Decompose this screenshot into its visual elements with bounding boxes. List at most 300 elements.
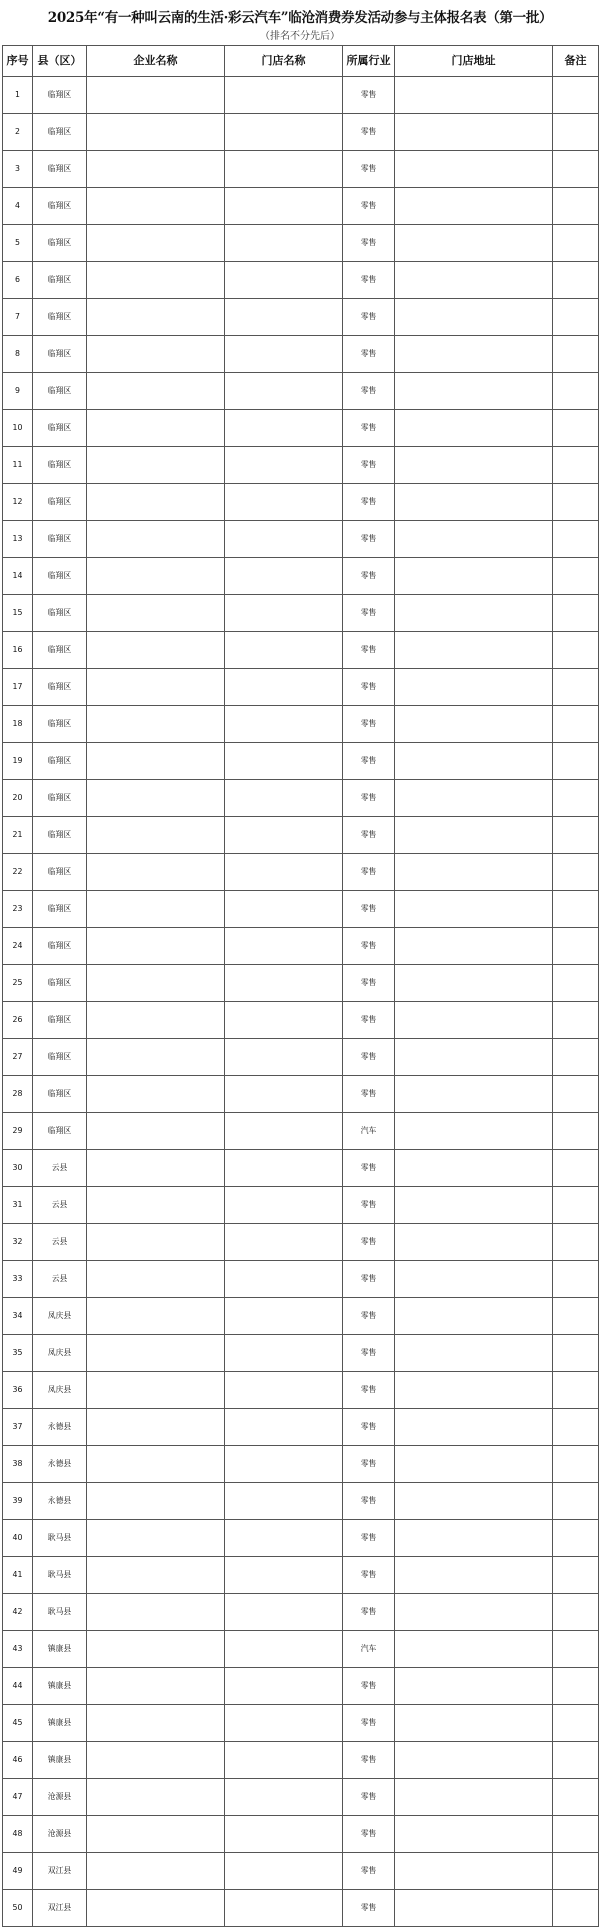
cell-address (395, 891, 553, 928)
page-subtitle: （排名不分先后） (260, 31, 340, 42)
cell-company (87, 1261, 225, 1298)
cell-seq: 39 (3, 1483, 33, 1520)
cell-seq: 5 (3, 225, 33, 262)
cell-note (553, 817, 599, 854)
table-row (3, 1335, 599, 1372)
cell-seq: 14 (3, 558, 33, 595)
cell-industry: 零售 (343, 780, 395, 817)
cell-store (225, 1039, 343, 1076)
cell-store (225, 1779, 343, 1816)
cell-address (395, 706, 553, 743)
cell-county: 临翔区 (33, 1039, 87, 1076)
cell-county: 镇康县 (33, 1668, 87, 1705)
cell-county: 永德县 (33, 1446, 87, 1483)
table-row (3, 114, 599, 151)
table-row (3, 225, 599, 262)
cell-seq: 36 (3, 1372, 33, 1409)
cell-company (87, 669, 225, 706)
cell-address (395, 299, 553, 336)
table-row (3, 188, 599, 225)
table-row (3, 558, 599, 595)
cell-store (225, 1372, 343, 1409)
cell-seq: 33 (3, 1261, 33, 1298)
cell-county: 双江县 (33, 1853, 87, 1890)
cell-note (553, 1520, 599, 1557)
cell-address (395, 669, 553, 706)
cell-industry: 零售 (343, 1409, 395, 1446)
cell-industry: 汽车 (343, 1631, 395, 1668)
cell-company (87, 1002, 225, 1039)
cell-store (225, 1002, 343, 1039)
cell-store (225, 77, 343, 114)
cell-county: 临翔区 (33, 336, 87, 373)
cell-note (553, 1668, 599, 1705)
cell-note (553, 965, 599, 1002)
cell-address (395, 1853, 553, 1890)
cell-store (225, 1890, 343, 1927)
cell-seq: 50 (3, 1890, 33, 1927)
cell-industry: 零售 (343, 1039, 395, 1076)
cell-address (395, 595, 553, 632)
cell-address (395, 188, 553, 225)
cell-note (553, 521, 599, 558)
cell-industry: 零售 (343, 262, 395, 299)
cell-note (553, 225, 599, 262)
cell-store (225, 1446, 343, 1483)
table-row (3, 706, 599, 743)
cell-address (395, 1668, 553, 1705)
cell-note (553, 151, 599, 188)
cell-company (87, 743, 225, 780)
cell-address (395, 521, 553, 558)
cell-industry: 零售 (343, 484, 395, 521)
cell-company (87, 854, 225, 891)
cell-county: 耿马县 (33, 1520, 87, 1557)
cell-company (87, 1039, 225, 1076)
table-row (3, 1187, 599, 1224)
cell-address (395, 780, 553, 817)
cell-store (225, 1668, 343, 1705)
cell-address (395, 1150, 553, 1187)
cell-address (395, 447, 553, 484)
cell-note (553, 1002, 599, 1039)
cell-address (395, 1594, 553, 1631)
cell-county: 临翔区 (33, 1076, 87, 1113)
cell-note (553, 1409, 599, 1446)
cell-seq: 11 (3, 447, 33, 484)
cell-store (225, 1594, 343, 1631)
table-row (3, 410, 599, 447)
page-title: 2025年“有一种叫云南的生活·彩云汽车”临沧消费券发活动参与主体报名表（第一批） (47, 10, 553, 26)
col-header-industry: 所属行业 (343, 46, 395, 77)
table-row (3, 1520, 599, 1557)
cell-address (395, 410, 553, 447)
col-header-seq: 序号 (3, 46, 33, 77)
cell-note (553, 1705, 599, 1742)
cell-company (87, 1668, 225, 1705)
cell-note (553, 1742, 599, 1779)
cell-store (225, 1483, 343, 1520)
cell-industry: 零售 (343, 1557, 395, 1594)
cell-seq: 16 (3, 632, 33, 669)
cell-company (87, 1187, 225, 1224)
cell-seq: 38 (3, 1446, 33, 1483)
cell-company (87, 1150, 225, 1187)
cell-seq: 29 (3, 1113, 33, 1150)
cell-address (395, 1076, 553, 1113)
cell-seq: 42 (3, 1594, 33, 1631)
cell-store (225, 1705, 343, 1742)
cell-note (553, 1594, 599, 1631)
col-header-address: 门店地址 (395, 46, 553, 77)
cell-address (395, 336, 553, 373)
cell-address (395, 743, 553, 780)
cell-store (225, 1409, 343, 1446)
cell-store (225, 669, 343, 706)
cell-industry: 零售 (343, 669, 395, 706)
cell-note (553, 1261, 599, 1298)
cell-seq: 13 (3, 521, 33, 558)
table-row (3, 1409, 599, 1446)
table-row (3, 1261, 599, 1298)
cell-seq: 32 (3, 1224, 33, 1261)
cell-address (395, 1816, 553, 1853)
cell-address (395, 928, 553, 965)
cell-company (87, 225, 225, 262)
table-row (3, 780, 599, 817)
cell-address (395, 373, 553, 410)
cell-store (225, 965, 343, 1002)
cell-company (87, 558, 225, 595)
table-row (3, 151, 599, 188)
cell-address (395, 1779, 553, 1816)
table-row (3, 1779, 599, 1816)
cell-company (87, 447, 225, 484)
cell-industry: 零售 (343, 1853, 395, 1890)
cell-note (553, 1372, 599, 1409)
cell-note (553, 706, 599, 743)
cell-note (553, 262, 599, 299)
cell-address (395, 262, 553, 299)
cell-address (395, 632, 553, 669)
cell-county: 临翔区 (33, 484, 87, 521)
cell-industry: 零售 (343, 447, 395, 484)
cell-address (395, 77, 553, 114)
cell-store (225, 299, 343, 336)
cell-seq: 25 (3, 965, 33, 1002)
cell-company (87, 632, 225, 669)
cell-address (395, 484, 553, 521)
cell-company (87, 891, 225, 928)
cell-company (87, 1372, 225, 1409)
cell-company (87, 1705, 225, 1742)
cell-company (87, 817, 225, 854)
cell-county: 云县 (33, 1150, 87, 1187)
cell-note (553, 114, 599, 151)
cell-address (395, 1446, 553, 1483)
cell-company (87, 928, 225, 965)
table-row (3, 669, 599, 706)
cell-address (395, 965, 553, 1002)
cell-industry: 零售 (343, 1224, 395, 1261)
cell-seq: 19 (3, 743, 33, 780)
registration-table (2, 45, 599, 1927)
col-header-company: 企业名称 (87, 46, 225, 77)
cell-company (87, 299, 225, 336)
cell-note (553, 1779, 599, 1816)
cell-industry: 零售 (343, 965, 395, 1002)
cell-store (225, 1187, 343, 1224)
cell-note (553, 854, 599, 891)
cell-seq: 3 (3, 151, 33, 188)
cell-county: 云县 (33, 1224, 87, 1261)
cell-county: 临翔区 (33, 743, 87, 780)
cell-industry: 零售 (343, 114, 395, 151)
cell-store (225, 114, 343, 151)
cell-store (225, 1742, 343, 1779)
cell-store (225, 1853, 343, 1890)
cell-seq: 10 (3, 410, 33, 447)
cell-industry: 零售 (343, 595, 395, 632)
cell-address (395, 1261, 553, 1298)
cell-industry: 零售 (343, 1705, 395, 1742)
table-row (3, 1668, 599, 1705)
cell-industry: 零售 (343, 1816, 395, 1853)
cell-address (395, 1039, 553, 1076)
cell-store (225, 854, 343, 891)
cell-county: 临翔区 (33, 558, 87, 595)
table-body (3, 77, 599, 1927)
cell-store (225, 632, 343, 669)
cell-county: 临翔区 (33, 114, 87, 151)
cell-county: 镇康县 (33, 1705, 87, 1742)
table-row (3, 484, 599, 521)
cell-note (553, 1816, 599, 1853)
cell-note (553, 1187, 599, 1224)
cell-seq: 8 (3, 336, 33, 373)
cell-store (225, 521, 343, 558)
cell-store (225, 225, 343, 262)
table-row (3, 632, 599, 669)
cell-note (553, 1076, 599, 1113)
col-header-store: 门店名称 (225, 46, 343, 77)
cell-industry: 零售 (343, 928, 395, 965)
cell-seq: 37 (3, 1409, 33, 1446)
cell-county: 临翔区 (33, 410, 87, 447)
cell-note (553, 780, 599, 817)
cell-company (87, 262, 225, 299)
cell-seq: 30 (3, 1150, 33, 1187)
cell-seq: 28 (3, 1076, 33, 1113)
cell-address (395, 1224, 553, 1261)
cell-industry: 零售 (343, 1372, 395, 1409)
cell-industry: 零售 (343, 373, 395, 410)
cell-store (225, 336, 343, 373)
cell-store (225, 780, 343, 817)
cell-company (87, 1335, 225, 1372)
cell-industry: 零售 (343, 1335, 395, 1372)
cell-county: 双江县 (33, 1890, 87, 1927)
cell-industry: 零售 (343, 1890, 395, 1927)
table-header-row (3, 46, 599, 77)
cell-seq: 26 (3, 1002, 33, 1039)
cell-store (225, 262, 343, 299)
cell-company (87, 1742, 225, 1779)
cell-company (87, 1631, 225, 1668)
cell-county: 临翔区 (33, 891, 87, 928)
cell-store (225, 595, 343, 632)
cell-address (395, 1002, 553, 1039)
cell-county: 临翔区 (33, 1113, 87, 1150)
cell-seq: 6 (3, 262, 33, 299)
cell-store (225, 1335, 343, 1372)
cell-seq: 20 (3, 780, 33, 817)
cell-note (553, 1853, 599, 1890)
cell-note (553, 558, 599, 595)
cell-company (87, 965, 225, 1002)
cell-industry: 零售 (343, 1483, 395, 1520)
table-row (3, 1002, 599, 1039)
cell-company (87, 188, 225, 225)
cell-company (87, 1816, 225, 1853)
cell-store (225, 373, 343, 410)
cell-note (553, 928, 599, 965)
cell-county: 凤庆县 (33, 1298, 87, 1335)
cell-company (87, 1224, 225, 1261)
cell-seq: 44 (3, 1668, 33, 1705)
cell-industry: 零售 (343, 1668, 395, 1705)
cell-address (395, 1409, 553, 1446)
cell-note (553, 373, 599, 410)
cell-industry: 零售 (343, 1002, 395, 1039)
table-row (3, 1372, 599, 1409)
cell-address (395, 1705, 553, 1742)
table-row (3, 1113, 599, 1150)
cell-company (87, 1779, 225, 1816)
cell-seq: 1 (3, 77, 33, 114)
cell-seq: 49 (3, 1853, 33, 1890)
cell-company (87, 706, 225, 743)
cell-address (395, 1742, 553, 1779)
cell-company (87, 595, 225, 632)
cell-note (553, 188, 599, 225)
cell-address (395, 1187, 553, 1224)
cell-note (553, 1113, 599, 1150)
cell-store (225, 484, 343, 521)
table-row (3, 891, 599, 928)
cell-seq: 24 (3, 928, 33, 965)
cell-seq: 45 (3, 1705, 33, 1742)
cell-store (225, 1631, 343, 1668)
cell-address (395, 1890, 553, 1927)
cell-county: 镇康县 (33, 1631, 87, 1668)
cell-seq: 12 (3, 484, 33, 521)
table-row (3, 521, 599, 558)
cell-county: 临翔区 (33, 521, 87, 558)
cell-industry: 零售 (343, 299, 395, 336)
cell-store (225, 1150, 343, 1187)
cell-store (225, 188, 343, 225)
cell-county: 沧源县 (33, 1816, 87, 1853)
cell-address (395, 1520, 553, 1557)
cell-note (553, 891, 599, 928)
cell-company (87, 1113, 225, 1150)
cell-address (395, 817, 553, 854)
cell-note (553, 1483, 599, 1520)
cell-industry: 零售 (343, 410, 395, 447)
cell-industry: 零售 (343, 817, 395, 854)
cell-county: 镇康县 (33, 1742, 87, 1779)
cell-note (553, 632, 599, 669)
cell-address (395, 114, 553, 151)
table-row (3, 373, 599, 410)
cell-address (395, 1631, 553, 1668)
cell-note (553, 299, 599, 336)
cell-note (553, 1298, 599, 1335)
cell-address (395, 1113, 553, 1150)
cell-company (87, 1557, 225, 1594)
cell-company (87, 1853, 225, 1890)
cell-industry: 零售 (343, 854, 395, 891)
cell-seq: 48 (3, 1816, 33, 1853)
cell-store (225, 928, 343, 965)
table-row (3, 1742, 599, 1779)
cell-address (395, 1557, 553, 1594)
cell-store (225, 1261, 343, 1298)
table-row (3, 77, 599, 114)
cell-company (87, 336, 225, 373)
cell-note (553, 1150, 599, 1187)
cell-seq: 43 (3, 1631, 33, 1668)
cell-industry: 零售 (343, 743, 395, 780)
cell-seq: 4 (3, 188, 33, 225)
cell-industry: 零售 (343, 521, 395, 558)
cell-industry: 零售 (343, 1446, 395, 1483)
cell-seq: 21 (3, 817, 33, 854)
cell-store (225, 410, 343, 447)
cell-note (553, 1039, 599, 1076)
cell-note (553, 1631, 599, 1668)
cell-company (87, 484, 225, 521)
table-row (3, 1853, 599, 1890)
cell-seq: 15 (3, 595, 33, 632)
table-row (3, 1890, 599, 1927)
cell-county: 临翔区 (33, 447, 87, 484)
table-row (3, 447, 599, 484)
cell-company (87, 1594, 225, 1631)
cell-county: 云县 (33, 1261, 87, 1298)
cell-county: 临翔区 (33, 299, 87, 336)
cell-county: 临翔区 (33, 706, 87, 743)
cell-industry: 零售 (343, 1187, 395, 1224)
cell-industry: 零售 (343, 1076, 395, 1113)
cell-address (395, 558, 553, 595)
cell-store (225, 1224, 343, 1261)
cell-note (553, 336, 599, 373)
cell-store (225, 151, 343, 188)
table-row (3, 595, 599, 632)
table-row (3, 854, 599, 891)
cell-county: 凤庆县 (33, 1335, 87, 1372)
cell-county: 云县 (33, 1187, 87, 1224)
cell-county: 临翔区 (33, 854, 87, 891)
cell-industry: 零售 (343, 891, 395, 928)
cell-seq: 18 (3, 706, 33, 743)
cell-address (395, 854, 553, 891)
cell-company (87, 373, 225, 410)
cell-note (553, 1557, 599, 1594)
cell-address (395, 1298, 553, 1335)
